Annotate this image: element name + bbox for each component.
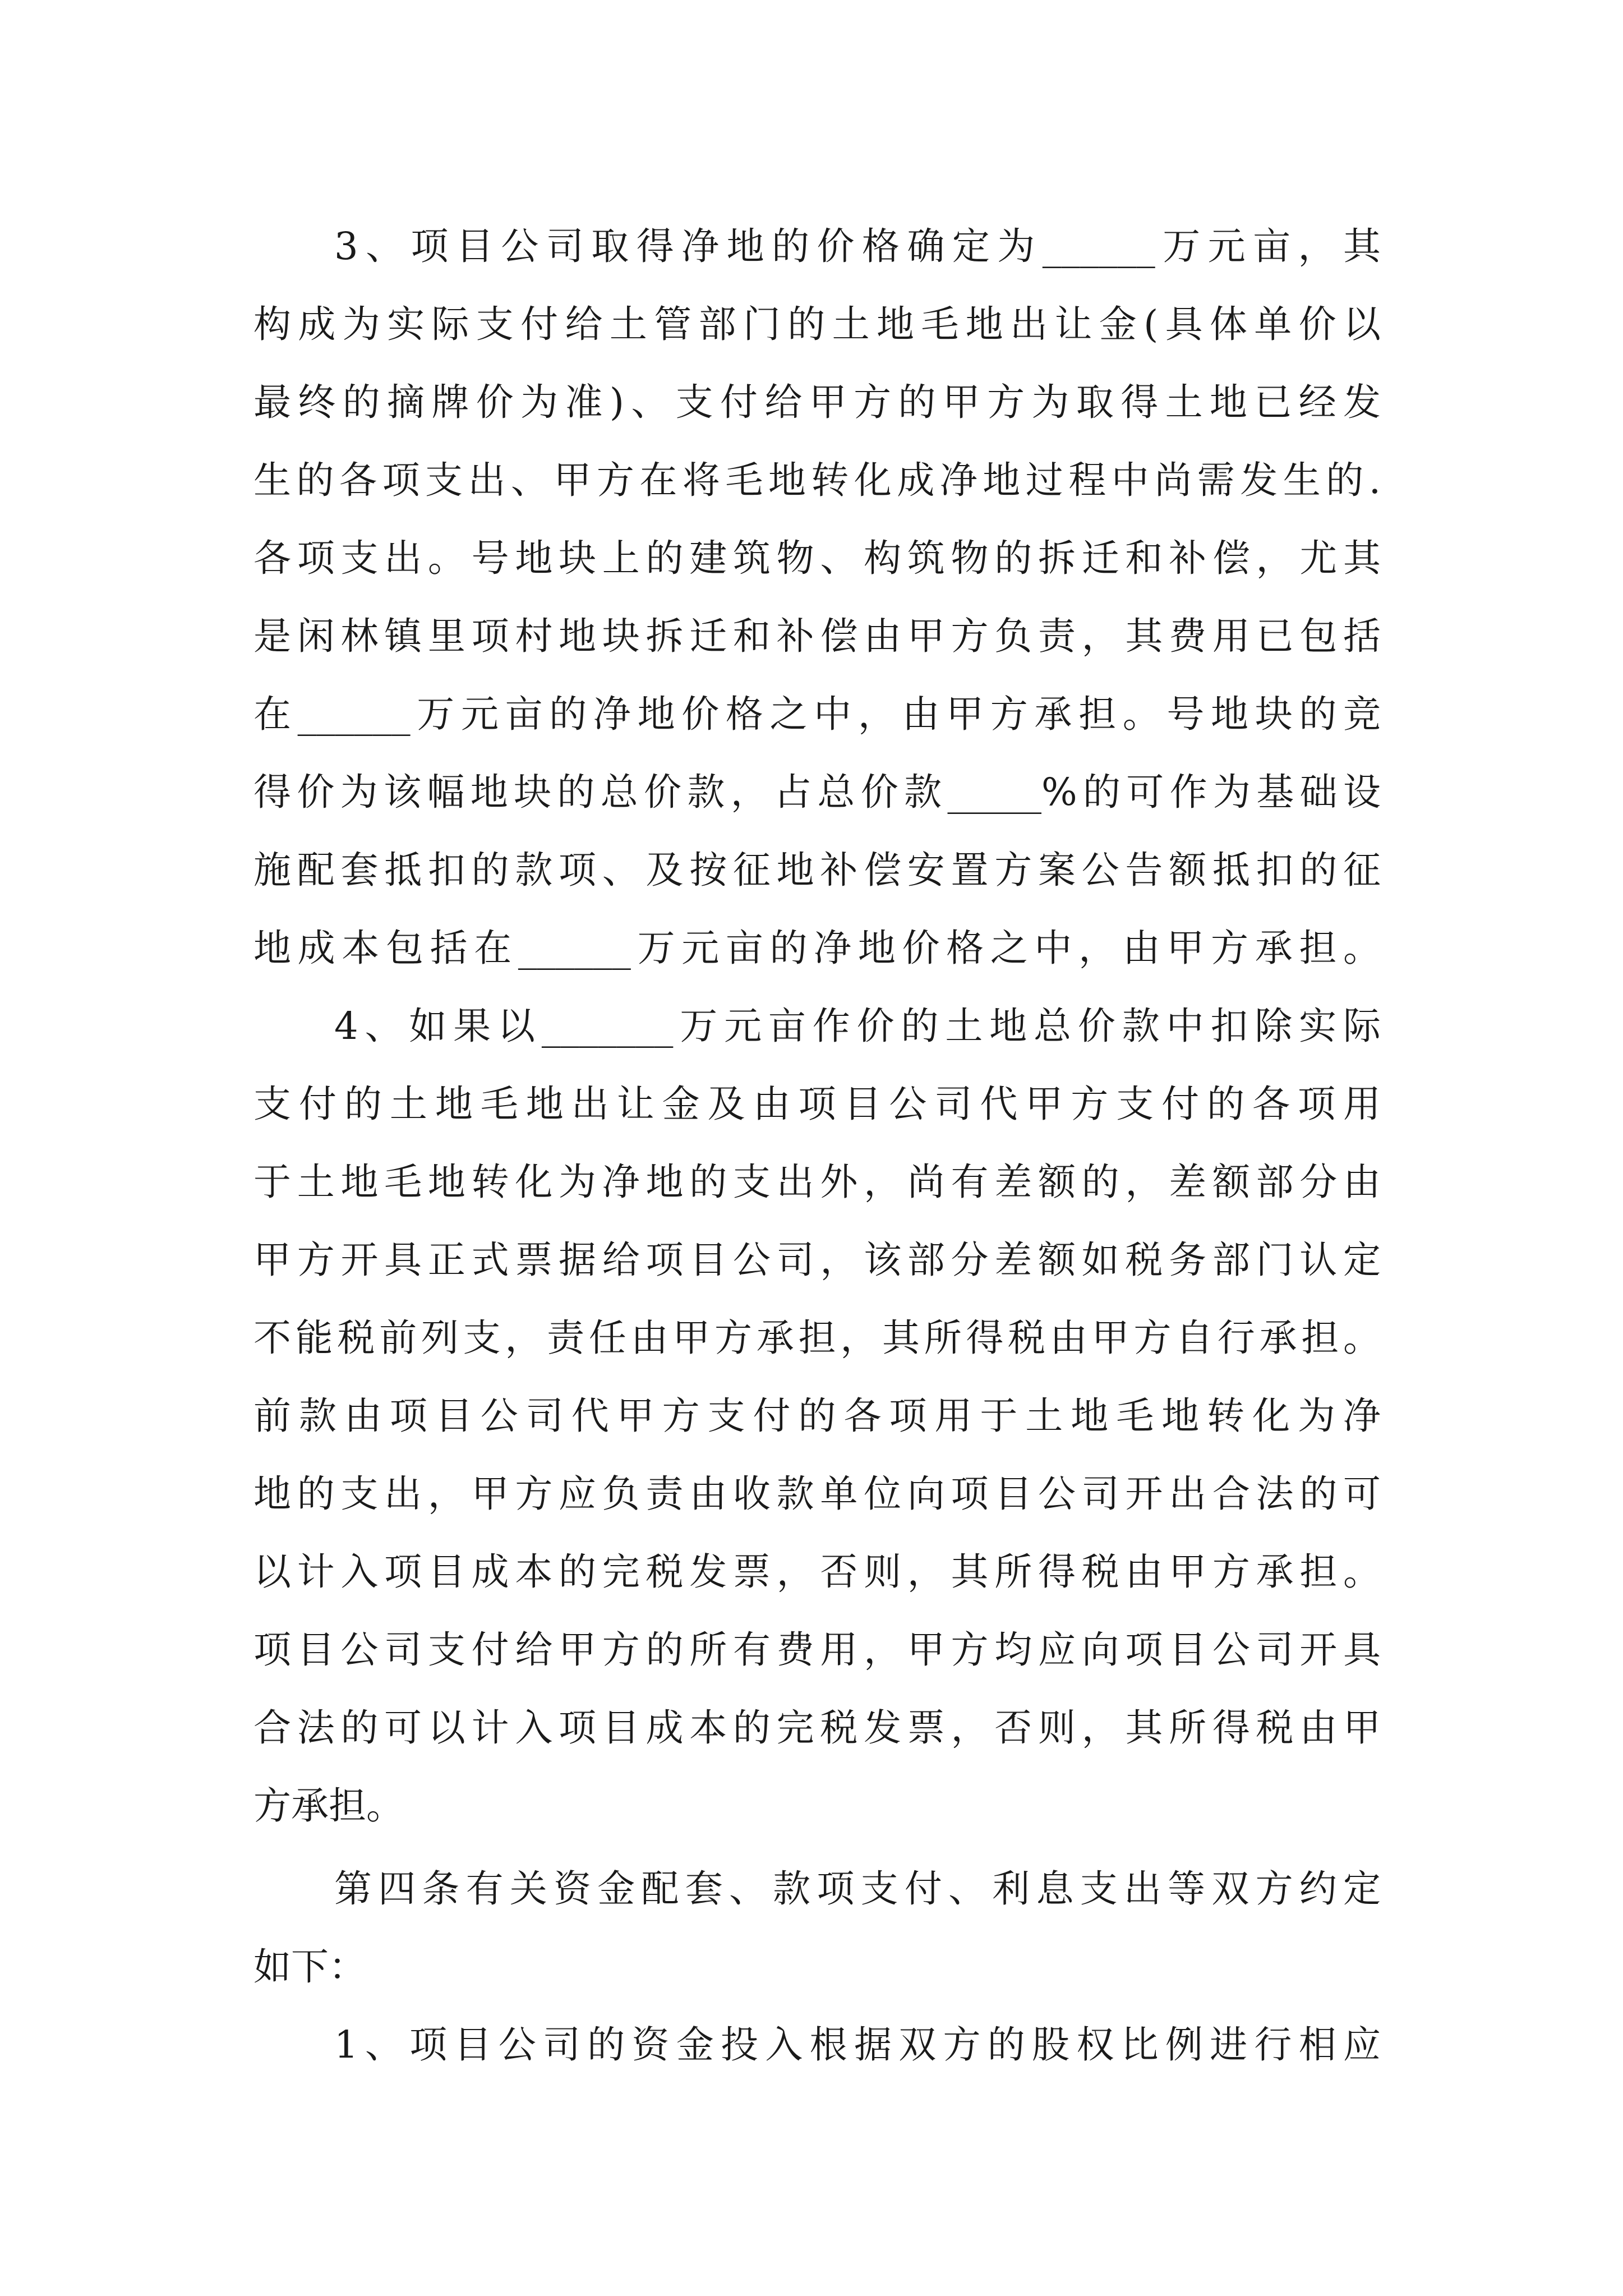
text-line: 生的各项支出、甲方在将毛地转化成净地过程中尚需发生的. [253,458,1381,502]
text-line: 以计入项目成本的完税发票，否则，其所得税由甲方承担。 [253,1550,1381,1594]
text-line: 甲方开具正式票据给项目公司，该部分差额如税务部门认定 [253,1238,1381,1282]
text-line: 合法的可以计入项目成本的完税发票，否则，其所得税由甲 [253,1706,1381,1750]
document-body [253,208,1381,2084]
text-line: 3、项目公司取得净地的价格确定为______万元亩，其 [334,224,1381,268]
text-line: 不能税前列支，责任由甲方承担，其所得税由甲方自行承担。 [253,1316,1381,1360]
text-line: 项目公司支付给甲方的所有费用，甲方均应向项目公司开具 [253,1628,1381,1672]
text-line: 1、项目公司的资金投入根据双方的股权比例进行相应 [334,2023,1381,2067]
text-line: 施配套抵扣的款项、及按征地补偿安置方案公告额抵扣的征 [253,848,1381,892]
text-line: 4、如果以_______万元亩作价的土地总价款中扣除实际 [334,1004,1381,1048]
text-line: 在______万元亩的净地价格之中，由甲方承担。号地块的竞 [253,692,1381,736]
text-line: 于土地毛地转化为净地的支出外，尚有差额的，差额部分由 [253,1160,1381,1204]
text-line: 是闲林镇里项村地块拆迁和补偿由甲方负责，其费用已包括 [253,614,1381,658]
text-line: 支付的土地毛地出让金及由项目公司代甲方支付的各项用 [253,1082,1381,1126]
text-line: 最终的摘牌价为准)、支付给甲方的甲方为取得土地已经发 [253,380,1381,424]
text-line: 各项支出。号地块上的建筑物、构筑物的拆迁和补偿，尤其 [253,536,1381,580]
text-line: 地的支出，甲方应负责由收款单位向项目公司开出合法的可 [253,1472,1381,1516]
text-line: 方承担。 [253,1784,404,1828]
text-line: 前款由项目公司代甲方支付的各项用于土地毛地转化为净 [253,1394,1381,1438]
text-line: 构成为实际支付给土管部门的土地毛地出让金(具体单价以 [253,302,1381,346]
paragraph-spacer [253,1845,1381,1850]
text-line: 地成本包括在______万元亩的净地价格之中，由甲方承担。 [253,926,1381,970]
text-line: 第四条有关资金配套、款项支付、利息支出等双方约定 [334,1867,1381,1911]
text-line: 如下： [253,1945,366,1989]
text-line: 得价为该幅地块的总价款，占总价款_____%的可作为基础设 [253,770,1381,814]
